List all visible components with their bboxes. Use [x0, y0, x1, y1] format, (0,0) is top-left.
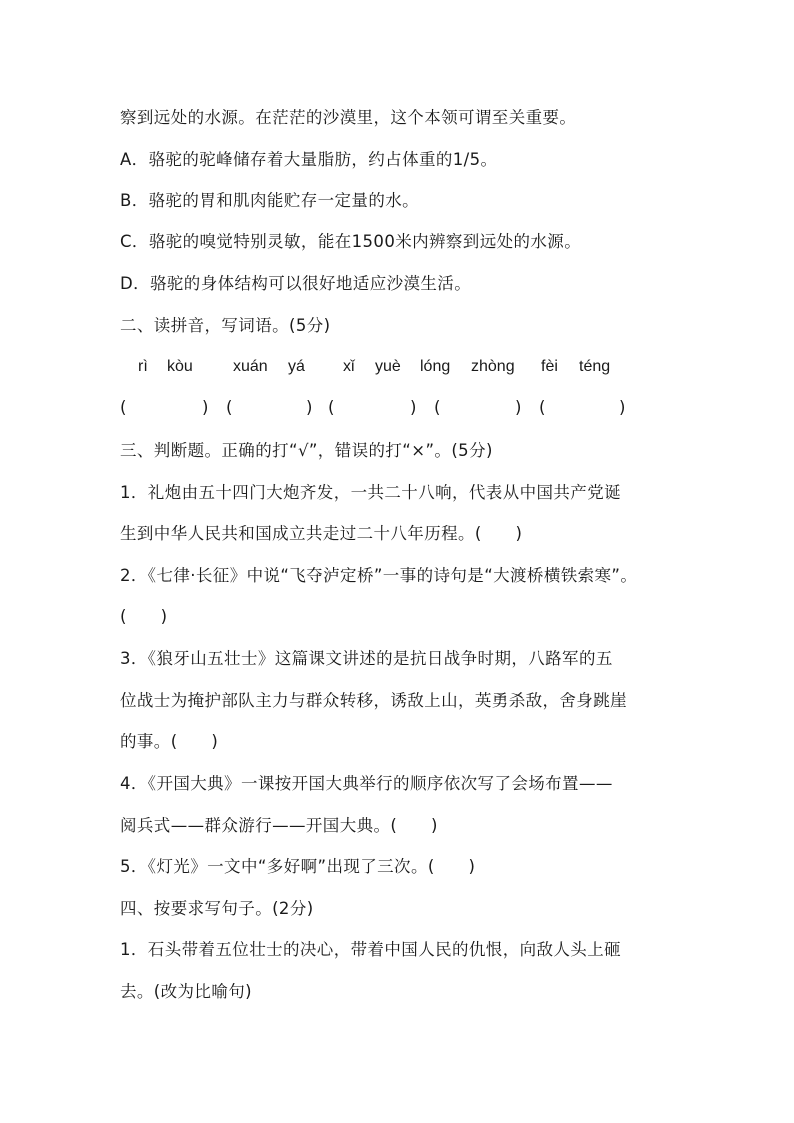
- blank-close[interactable]: ): [202, 398, 209, 417]
- question-5: 5．《灯光》一文中“多好啊”出现了三次。( ): [120, 857, 476, 876]
- pinyin-syllable: téng: [579, 358, 611, 375]
- answer-blanks: [120, 398, 640, 420]
- blank-close[interactable]: ): [619, 398, 626, 417]
- question-4-line-1: 4．《开国大典》一课按开国大典举行的顺序依次写了会场布置——: [120, 774, 613, 793]
- question-1-line-2: 生到中华人民共和国成立共走过二十八年历程。( ): [120, 524, 523, 543]
- blank-close[interactable]: ): [515, 398, 522, 417]
- text-line: 察到远处的水源。在茫茫的沙漠里，这个本领可谓至关重要。: [120, 108, 577, 127]
- blank-open[interactable]: (: [226, 398, 233, 417]
- blank-open[interactable]: (: [328, 398, 335, 417]
- pinyin-syllable: zhòng: [471, 358, 515, 375]
- question-3-line-2: 位战士为掩护部队主力与群众转移，诱敌上山，英勇杀敌，舍身跳崖: [120, 691, 627, 710]
- pinyin-syllable: yá: [288, 358, 305, 375]
- question-2-line-2: ( ): [120, 607, 168, 626]
- question-1-line-1: 1．礼炮由五十四门大炮齐发，一共二十八响，代表从中国共产党诞: [120, 483, 621, 502]
- section-4-heading: 四、按要求写句子。(2分): [120, 899, 314, 918]
- pinyin-syllable: kòu: [167, 358, 193, 375]
- question-3-line-3: 的事。( ): [120, 732, 219, 751]
- option-b: B．骆驼的胃和肌肉能贮存一定量的水。: [120, 191, 420, 210]
- pinyin-syllable: xǐ: [343, 358, 355, 375]
- pinyin-syllable: lóng: [420, 358, 451, 375]
- question-4-line-2: 阅兵式——群众游行——开国大典。( ): [120, 816, 438, 835]
- sentence-1-line-2: 去。(改为比喻句): [120, 982, 252, 1001]
- section-3-heading: 三、判断题。正确的打“√”，错误的打“×”。(5分): [120, 441, 493, 460]
- pinyin-syllable: fèi: [541, 358, 558, 375]
- question-2-line-1: 2．《七律·长征》中说“飞夺泸定桥”一事的诗句是“大渡桥横铁索寒”。: [120, 566, 638, 585]
- section-2-heading: 二、读拼音，写词语。(5分): [120, 316, 331, 335]
- blank-open[interactable]: (: [120, 398, 127, 417]
- pinyin-syllable: xuán: [233, 358, 268, 375]
- blank-close[interactable]: ): [306, 398, 313, 417]
- blank-close[interactable]: ): [410, 398, 417, 417]
- blank-open[interactable]: (: [434, 398, 441, 417]
- pinyin-syllable: rì: [138, 358, 148, 375]
- blank-open[interactable]: (: [539, 398, 546, 417]
- option-c: C．骆驼的嗅觉特别灵敏，能在1500米内辨察到远处的水源。: [120, 232, 582, 251]
- question-3-line-1: 3．《狼牙山五壮士》这篇课文讲述的是抗日战争时期，八路军的五: [120, 649, 613, 668]
- option-d: D．骆驼的身体结构可以很好地适应沙漠生活。: [120, 274, 472, 293]
- pinyin-syllable: yuè: [375, 358, 401, 375]
- option-a: A．骆驼的驼峰储存着大量脂肪，约占体重的1/5。: [120, 150, 498, 169]
- sentence-1-line-1: 1．石头带着五位壮士的决心，带着中国人民的仇恨，向敌人头上砸: [120, 940, 621, 959]
